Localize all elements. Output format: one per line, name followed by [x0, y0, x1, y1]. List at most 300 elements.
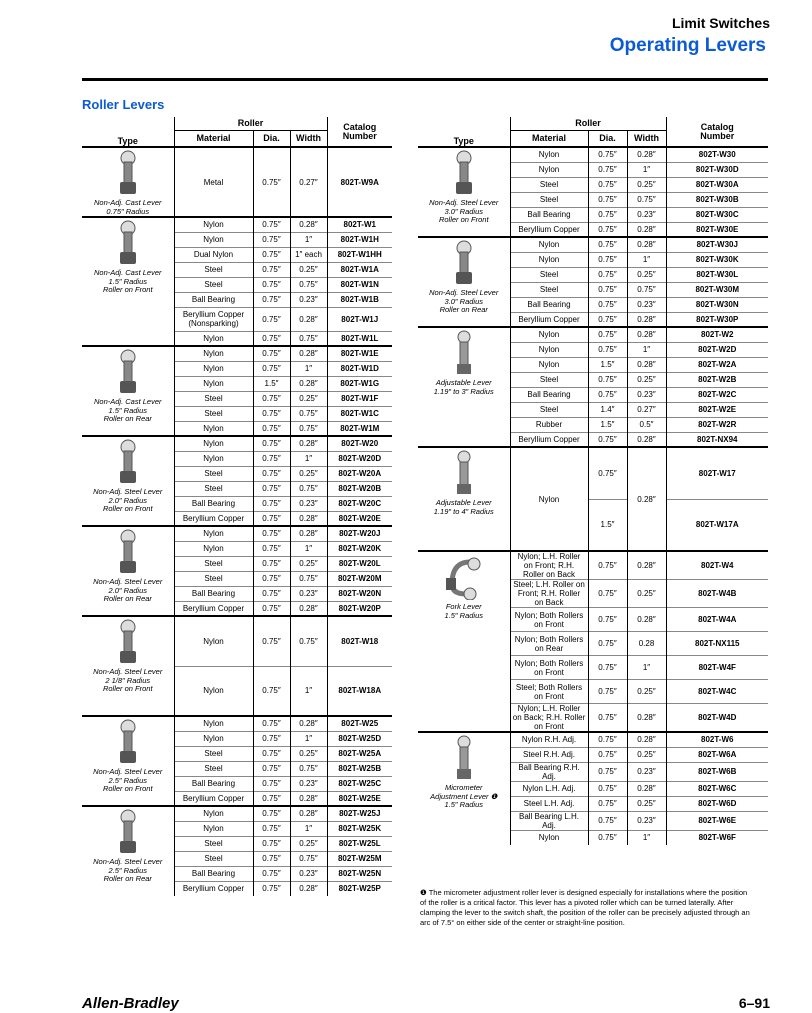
lever-illustration-icon: [444, 735, 484, 781]
width-cell: 0.75″: [290, 277, 327, 292]
width-cell: 0.28″: [290, 307, 327, 331]
width-cell: 0.25″: [290, 836, 327, 851]
material-cell: Ball Bearing L.H. Adj.: [510, 811, 588, 830]
material-cell: Nylon: [510, 342, 588, 357]
width-cell: 0.27″: [290, 147, 327, 217]
lever-illustration-icon: [444, 150, 484, 196]
material-cell: Steel: [510, 282, 588, 297]
header-rule: [82, 78, 768, 81]
lever-type-label: Non-Adj. Steel Lever 2.0″ Radius Roller on Rear: [93, 577, 163, 603]
width-cell: 0.75″: [290, 481, 327, 496]
dia-cell: 0.75″: [253, 436, 290, 451]
footnote-text: The micrometer adjustment roller lever is designed especially for installations where the position of the roller is a critical factor. This lever has a pivoted roller which can be turned laterally. After clamping the lever to the switch shaft, the position of the roller can be precisely adjusted through an arc of 7.5° on either side of the center or straight-line position.: [420, 888, 750, 927]
material-cell: Nylon: [174, 436, 253, 451]
lever-illustration-icon: [108, 150, 148, 196]
dia-cell: 0.75″: [253, 746, 290, 761]
dia-cell: 0.75″: [588, 267, 627, 282]
dia-cell: 0.75″: [253, 391, 290, 406]
lever-illustration-icon: [444, 554, 484, 600]
header-category: Limit Switches: [671, 15, 770, 31]
material-cell: Ball Bearing: [510, 297, 588, 312]
section-title: Roller Levers: [82, 97, 165, 112]
material-cell: Steel: [510, 372, 588, 387]
material-cell: Nylon; L.H. Roller on Front; R.H. Roller on Back: [510, 551, 588, 580]
brand-logo-text: Allen-Bradley: [82, 995, 179, 1012]
material-cell: Nylon: [510, 447, 588, 551]
dia-cell: 0.75″: [253, 716, 290, 731]
dia-cell: 0.75″: [253, 791, 290, 806]
material-cell: Steel: [174, 571, 253, 586]
width-cell: 0.28″: [627, 357, 666, 372]
material-cell: Nylon: [174, 421, 253, 436]
catalog-number-cell: 802T-W1L: [327, 331, 392, 346]
lever-type-cell: [82, 806, 174, 896]
lever-type-cell: [418, 732, 510, 845]
width-cell: 0.28″: [627, 432, 666, 447]
material-cell: Nylon: [174, 232, 253, 247]
table-row: [82, 806, 392, 821]
width-cell: 0.25″: [290, 746, 327, 761]
catalog-number-cell: 802T-W20K: [327, 541, 392, 556]
catalog-number-cell: 802T-W20J: [327, 526, 392, 541]
dia-cell: 0.75″: [588, 632, 627, 656]
catalog-number-cell: 802T-W20L: [327, 556, 392, 571]
lever-type-label: Non-Adj. Steel Lever 2.5″ Radius Roller on Rear: [93, 857, 163, 883]
material-cell: Steel: [174, 836, 253, 851]
catalog-number-cell: 802T-W4D: [666, 704, 768, 733]
catalog-number-cell: 802T-W1J: [327, 307, 392, 331]
dia-cell: 0.75″: [253, 466, 290, 481]
dia-cell: 0.75″: [253, 821, 290, 836]
width-cell: 0.23″: [290, 496, 327, 511]
material-cell: Nylon: [174, 346, 253, 361]
dia-cell: 0.75″: [253, 496, 290, 511]
width-cell: 0.75″: [290, 421, 327, 436]
width-cell: 0.23″: [290, 866, 327, 881]
material-cell: Nylon L.H. Adj.: [510, 781, 588, 796]
catalog-number-cell: 802T-W25J: [327, 806, 392, 821]
material-cell: Ball Bearing: [174, 292, 253, 307]
table-row: [82, 616, 392, 666]
material-cell: Metal: [174, 147, 253, 217]
catalog-number-cell: 802T-W30: [666, 147, 768, 162]
material-cell: Steel: [174, 277, 253, 292]
lever-type-cell: [82, 526, 174, 616]
width-cell: 0.75″: [290, 761, 327, 776]
material-cell: Beryllium Copper: [174, 601, 253, 616]
width-cell: 0.28″: [290, 346, 327, 361]
width-cell: 0.28″: [290, 716, 327, 731]
lever-type-label: Fork Lever 1.5″ Radius: [444, 602, 483, 620]
material-cell: Beryllium Copper (Nonsparking): [174, 307, 253, 331]
footnote: [420, 888, 750, 928]
catalog-number-cell: 802T-W17: [666, 447, 768, 499]
material-cell: Nylon: [174, 376, 253, 391]
catalog-number-cell: 802T-W1G: [327, 376, 392, 391]
width-cell: 0.23″: [290, 776, 327, 791]
width-cell: 0.25″: [290, 466, 327, 481]
catalog-number-cell: 802T-W30K: [666, 252, 768, 267]
col-material: Material: [174, 131, 253, 148]
width-cell: 1″: [290, 731, 327, 746]
dia-cell: 0.75″: [588, 312, 627, 327]
dia-cell: 0.75″: [588, 192, 627, 207]
catalog-number-cell: 802T-W25D: [327, 731, 392, 746]
dia-cell: 0.75″: [253, 616, 290, 666]
width-cell: 0.25″: [627, 796, 666, 811]
material-cell: Nylon: [510, 357, 588, 372]
catalog-number-cell: 802T-W2D: [666, 342, 768, 357]
lever-illustration-icon: [444, 330, 484, 376]
dia-cell: 0.75″: [253, 666, 290, 716]
width-cell: 0.75″: [627, 282, 666, 297]
catalog-number-cell: 802T-W25N: [327, 866, 392, 881]
catalog-number-cell: 802T-W20E: [327, 511, 392, 526]
catalog-number-cell: 802T-W20P: [327, 601, 392, 616]
col-roller: Roller: [510, 117, 666, 131]
width-cell: 0.25″: [627, 580, 666, 608]
col-type: Type: [418, 117, 510, 147]
material-cell: Steel: [510, 177, 588, 192]
lever-type-label: Adjustable Lever 1.19″ to 4″ Radius: [433, 498, 494, 516]
col-width: Width: [627, 131, 666, 148]
material-cell: Nylon; L.H. Roller on Back; R.H. Roller on Front: [510, 704, 588, 733]
width-cell: 0.28″: [627, 704, 666, 733]
catalog-number-cell: 802T-W1A: [327, 262, 392, 277]
col-roller: Roller: [174, 117, 327, 131]
table-row: [418, 237, 768, 252]
dia-cell: 0.75″: [253, 307, 290, 331]
col-width: Width: [290, 131, 327, 148]
catalog-number-cell: 802T-W20N: [327, 586, 392, 601]
material-cell: Steel: [174, 761, 253, 776]
material-cell: Nylon: [510, 147, 588, 162]
width-cell: 1″: [290, 541, 327, 556]
width-cell: 0.28″: [627, 237, 666, 252]
dia-cell: 0.75″: [253, 451, 290, 466]
catalog-number-cell: 802T-W1HH: [327, 247, 392, 262]
footnote-marker: ❶: [420, 888, 427, 897]
width-cell: 1″ each: [290, 247, 327, 262]
material-cell: Steel L.H. Adj.: [510, 796, 588, 811]
material-cell: Dual Nylon: [174, 247, 253, 262]
width-cell: 0.25″: [290, 391, 327, 406]
catalog-number-cell: 802T-W4: [666, 551, 768, 580]
material-cell: Nylon: [174, 451, 253, 466]
catalog-number-cell: 802T-W2: [666, 327, 768, 342]
table-row: [82, 436, 392, 451]
material-cell: Steel; Both Rollers on Front: [510, 680, 588, 704]
material-cell: Nylon: [174, 361, 253, 376]
dia-cell: 0.75″: [588, 447, 627, 499]
width-cell: 0.25″: [627, 372, 666, 387]
dia-cell: 0.75″: [253, 406, 290, 421]
catalog-number-cell: 802T-W6B: [666, 762, 768, 781]
catalog-number-cell: 802T-W6D: [666, 796, 768, 811]
width-cell: 0.28″: [627, 147, 666, 162]
width-cell: 1″: [290, 361, 327, 376]
width-cell: 0.23″: [290, 292, 327, 307]
catalog-number-cell: 802T-W1H: [327, 232, 392, 247]
catalog-number-cell: 802T-W20M: [327, 571, 392, 586]
width-cell: 0.75″: [290, 571, 327, 586]
dia-cell: 0.75″: [253, 541, 290, 556]
catalog-number-cell: 802T-W25L: [327, 836, 392, 851]
lever-illustration-icon: [108, 809, 148, 855]
material-cell: Beryllium Copper: [174, 511, 253, 526]
catalog-number-cell: 802T-W6E: [666, 811, 768, 830]
dia-cell: 0.75″: [253, 232, 290, 247]
catalog-number-cell: 802T-W30D: [666, 162, 768, 177]
dia-cell: 0.75″: [253, 346, 290, 361]
dia-cell: 0.75″: [253, 866, 290, 881]
width-cell: 1″: [627, 656, 666, 680]
material-cell: Beryllium Copper: [510, 432, 588, 447]
dia-cell: 0.75″: [253, 731, 290, 746]
catalog-number-cell: 802T-NX94: [666, 432, 768, 447]
catalog-number-cell: 802T-W1: [327, 217, 392, 232]
table-row: [418, 447, 768, 499]
lever-illustration-icon: [108, 619, 148, 665]
dia-cell: 0.75″: [588, 811, 627, 830]
dia-cell: 0.75″: [588, 207, 627, 222]
catalog-number-cell: 802T-W1B: [327, 292, 392, 307]
dia-cell: 0.75″: [253, 601, 290, 616]
material-cell: Nylon: [174, 541, 253, 556]
catalog-number-cell: 802T-W25A: [327, 746, 392, 761]
catalog-number-cell: 802T-W6A: [666, 747, 768, 762]
lever-type-cell: [418, 237, 510, 327]
width-cell: 0.75″: [290, 616, 327, 666]
catalog-number-cell: 802T-W17A: [666, 499, 768, 551]
dia-cell: 0.75″: [253, 881, 290, 896]
dia-cell: 0.75″: [253, 331, 290, 346]
lever-type-cell: [418, 447, 510, 551]
catalog-number-cell: 802T-W30M: [666, 282, 768, 297]
col-type: Type: [82, 117, 174, 147]
lever-type-label: Non-Adj. Steel Lever 3.0″ Radius Roller on Front: [429, 198, 499, 224]
catalog-number-cell: 802T-W4F: [666, 656, 768, 680]
material-cell: Nylon: [174, 731, 253, 746]
width-cell: 1″: [290, 821, 327, 836]
table-row: [82, 346, 392, 361]
catalog-number-cell: 802T-W6F: [666, 830, 768, 845]
dia-cell: 0.75″: [588, 762, 627, 781]
material-cell: Nylon: [510, 162, 588, 177]
dia-cell: 0.75″: [588, 237, 627, 252]
width-cell: 0.75″: [290, 331, 327, 346]
width-cell: 0.28: [627, 632, 666, 656]
dia-cell: 0.75″: [588, 747, 627, 762]
catalog-number-cell: 802T-W4C: [666, 680, 768, 704]
dia-cell: 0.75″: [253, 851, 290, 866]
width-cell: 0.28″: [627, 781, 666, 796]
lever-type-label: Adjustable Lever 1.19″ to 3″ Radius: [433, 378, 494, 396]
width-cell: 0.25″: [290, 556, 327, 571]
col-catalog: Catalog Number: [666, 117, 768, 147]
material-cell: Nylon: [174, 666, 253, 716]
material-cell: Steel: [174, 391, 253, 406]
width-cell: 0.28″: [290, 217, 327, 232]
material-cell: Steel: [174, 481, 253, 496]
material-cell: Ball Bearing: [174, 586, 253, 601]
catalog-number-cell: 802T-W30N: [666, 297, 768, 312]
width-cell: 0.28″: [627, 608, 666, 632]
material-cell: Nylon: [174, 217, 253, 232]
width-cell: 0.25″: [290, 262, 327, 277]
dia-cell: 0.75″: [253, 247, 290, 262]
catalog-number-cell: 802T-W25: [327, 716, 392, 731]
dia-cell: 0.75″: [253, 571, 290, 586]
lever-illustration-icon: [108, 529, 148, 575]
table-row: [418, 551, 768, 580]
lever-type-cell: [418, 551, 510, 732]
material-cell: Nylon: [174, 526, 253, 541]
catalog-number-cell: 802T-W25M: [327, 851, 392, 866]
material-cell: Nylon: [510, 830, 588, 845]
material-cell: Nylon R.H. Adj.: [510, 732, 588, 747]
catalog-number-cell: 802T-W20C: [327, 496, 392, 511]
dia-cell: 0.75″: [588, 551, 627, 580]
material-cell: Ball Bearing: [174, 866, 253, 881]
col-dia: Dia.: [253, 131, 290, 148]
lever-type-cell: [82, 346, 174, 436]
width-cell: 0.28″: [627, 447, 666, 551]
lever-type-label: Non-Adj. Cast Lever 1.5″ Radius Roller on Rear: [93, 397, 162, 423]
lever-type-cell: [82, 616, 174, 716]
dia-cell: 1.5″: [253, 376, 290, 391]
dia-cell: 0.75″: [588, 372, 627, 387]
dia-cell: 0.75″: [253, 556, 290, 571]
dia-cell: 0.75″: [253, 586, 290, 601]
width-cell: 0.25″: [627, 267, 666, 282]
material-cell: Nylon; Both Rollers on Rear: [510, 632, 588, 656]
material-cell: Beryllium Copper: [510, 222, 588, 237]
material-cell: Steel: [174, 466, 253, 481]
table-row: [82, 716, 392, 731]
catalog-number-cell: 802T-W25E: [327, 791, 392, 806]
width-cell: 1″: [627, 162, 666, 177]
width-cell: 0.5″: [627, 417, 666, 432]
catalog-number-cell: 802T-W30C: [666, 207, 768, 222]
width-cell: 0.28″: [290, 601, 327, 616]
material-cell: Ball Bearing: [510, 387, 588, 402]
width-cell: 0.28″: [627, 732, 666, 747]
material-cell: Nylon; Both Rollers on Front: [510, 656, 588, 680]
dia-cell: 0.75″: [253, 217, 290, 232]
lever-illustration-icon: [108, 220, 148, 266]
lever-illustration-icon: [108, 439, 148, 485]
lever-type-cell: [418, 147, 510, 237]
catalog-number-cell: 802T-W6: [666, 732, 768, 747]
lever-type-label: Non-Adj. Steel Lever 3.0″ Radius Roller on Rear: [429, 288, 499, 314]
catalog-number-cell: 802T-W30A: [666, 177, 768, 192]
dia-cell: 0.75″: [588, 580, 627, 608]
dia-cell: 1.4″: [588, 402, 627, 417]
material-cell: Steel: [174, 851, 253, 866]
dia-cell: 0.75″: [253, 292, 290, 307]
roller-levers-table-left: [82, 117, 392, 896]
dia-cell: 0.75″: [588, 781, 627, 796]
material-cell: Nylon: [174, 806, 253, 821]
catalog-number-cell: 802T-W2E: [666, 402, 768, 417]
width-cell: 0.28″: [290, 526, 327, 541]
table-row: [82, 526, 392, 541]
lever-type-label: Non-Adj. Cast Lever 1.5″ Radius Roller on Front: [93, 268, 162, 294]
width-cell: 0.28″: [627, 551, 666, 580]
material-cell: Steel: [510, 402, 588, 417]
width-cell: 0.28″: [627, 222, 666, 237]
dia-cell: 0.75″: [588, 680, 627, 704]
dia-cell: 1.5″: [588, 357, 627, 372]
dia-cell: 0.75″: [253, 147, 290, 217]
width-cell: 1″: [627, 342, 666, 357]
catalog-number-cell: 802T-W30B: [666, 192, 768, 207]
table-row: [82, 217, 392, 232]
dia-cell: 0.75″: [253, 511, 290, 526]
material-cell: Ball Bearing: [510, 207, 588, 222]
catalog-number-cell: 802T-W20A: [327, 466, 392, 481]
lever-illustration-icon: [444, 450, 484, 496]
width-cell: 1″: [290, 232, 327, 247]
catalog-number-cell: 802T-W30E: [666, 222, 768, 237]
col-dia: Dia.: [588, 131, 627, 148]
dia-cell: 0.75″: [253, 761, 290, 776]
material-cell: Nylon: [174, 716, 253, 731]
width-cell: 1″: [290, 666, 327, 716]
material-cell: Steel R.H. Adj.: [510, 747, 588, 762]
width-cell: 1″: [290, 451, 327, 466]
lever-type-label: Non-Adj. Steel Lever 2 1/8″ Radius Roller on Front: [93, 667, 163, 693]
catalog-number-cell: 802T-W25K: [327, 821, 392, 836]
catalog-number-cell: 802T-NX115: [666, 632, 768, 656]
material-cell: Nylon: [510, 252, 588, 267]
dia-cell: 0.75″: [588, 327, 627, 342]
catalog-number-cell: 802T-W18: [327, 616, 392, 666]
width-cell: 0.28″: [290, 806, 327, 821]
dia-cell: 0.75″: [588, 162, 627, 177]
col-catalog: Catalog Number: [327, 117, 392, 147]
catalog-number-cell: 802T-W18A: [327, 666, 392, 716]
catalog-number-cell: 802T-W1F: [327, 391, 392, 406]
width-cell: 0.23″: [627, 762, 666, 781]
material-cell: Steel: [510, 267, 588, 282]
dia-cell: 1.5″: [588, 499, 627, 551]
catalog-number-cell: 802T-W20B: [327, 481, 392, 496]
dia-cell: 0.75″: [588, 704, 627, 733]
material-cell: Ball Bearing: [174, 496, 253, 511]
catalog-number-cell: 802T-W1E: [327, 346, 392, 361]
catalog-number-cell: 802T-W30P: [666, 312, 768, 327]
catalog-number-cell: 802T-W30J: [666, 237, 768, 252]
lever-type-cell: [82, 436, 174, 526]
dia-cell: 1.5″: [588, 417, 627, 432]
dia-cell: 0.75″: [253, 262, 290, 277]
material-cell: Steel: [174, 746, 253, 761]
dia-cell: 0.75″: [588, 252, 627, 267]
catalog-number-cell: 802T-W20: [327, 436, 392, 451]
width-cell: 0.28″: [290, 881, 327, 896]
lever-type-cell: [82, 217, 174, 346]
catalog-number-cell: 802T-W1D: [327, 361, 392, 376]
lever-type-label: Non-Adj. Cast Lever 0.75″ Radius: [93, 198, 162, 216]
catalog-number-cell: 802T-W2B: [666, 372, 768, 387]
material-cell: Ball Bearing: [174, 776, 253, 791]
catalog-number-cell: 802T-W25B: [327, 761, 392, 776]
catalog-number-cell: 802T-W25P: [327, 881, 392, 896]
dia-cell: 0.75″: [588, 387, 627, 402]
width-cell: 0.25″: [627, 680, 666, 704]
